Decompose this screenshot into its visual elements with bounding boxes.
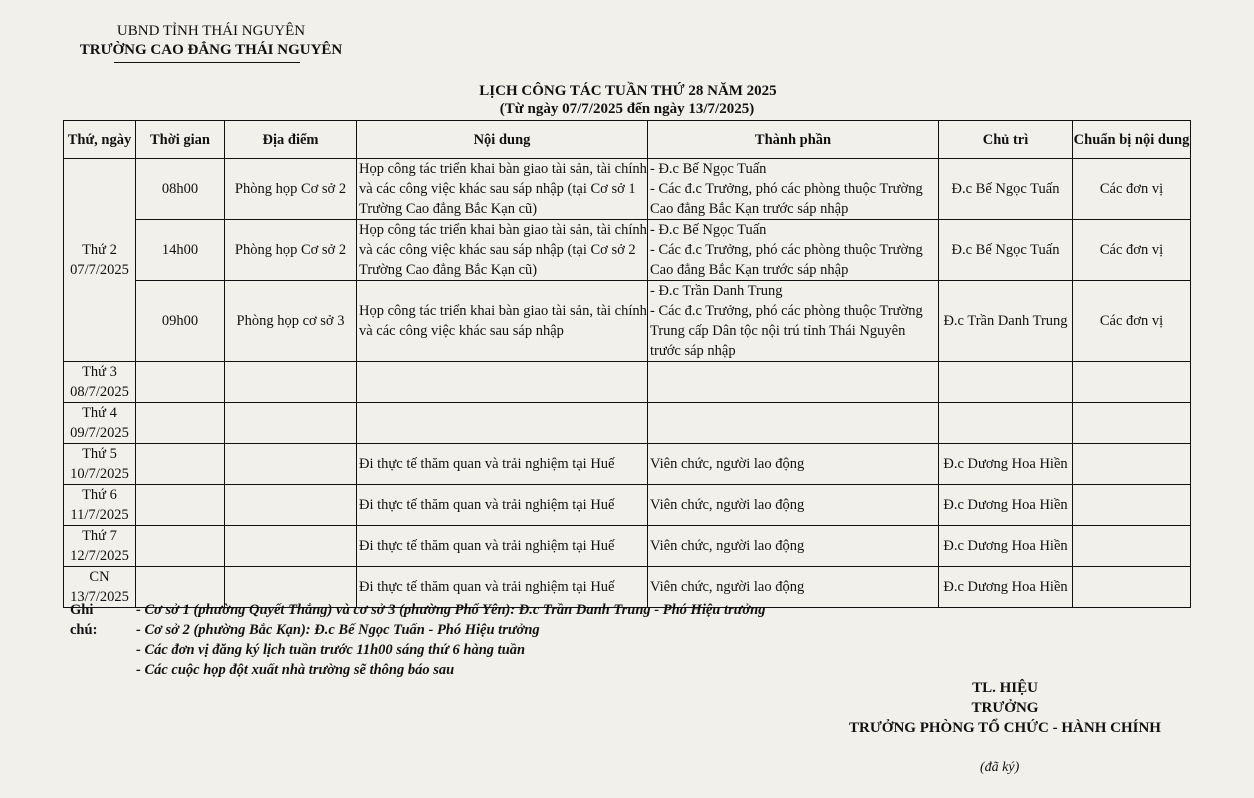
empty-cell — [136, 526, 225, 567]
day-cell — [64, 444, 136, 485]
chair-cell: Đ.c Dương Hoa Hiền — [939, 444, 1073, 485]
schedule-table — [63, 120, 1191, 608]
content-cell: Họp công tác triển khai bàn giao tài sản, tài chính và các công việc khác sau sáp nhập — [357, 281, 648, 362]
day-name: Thứ 4 — [82, 405, 117, 421]
empty-cell — [939, 362, 1073, 403]
chair-cell: Đ.c Dương Hoa Hiền — [939, 526, 1073, 567]
participant-line: - Các đ.c Trưởng, phó các phòng thuộc Trường Cao đẳng Bắc Kạn trước sáp nhập — [650, 242, 923, 278]
table-row — [64, 362, 1191, 403]
signature-block — [840, 678, 1170, 738]
notes-label: Ghi chú: — [70, 602, 98, 638]
school-name: TRƯỜNG CAO ĐẲNG THÁI NGUYÊN — [79, 42, 343, 58]
day-cell — [64, 403, 136, 444]
table-row — [64, 526, 1191, 567]
participants-cell: Viên chức, người lao động — [648, 444, 939, 485]
content-cell: Đi thực tế thăm quan và trải nghiệm tại Huế — [357, 526, 648, 567]
column-header: Chủ trì — [939, 121, 1073, 159]
document-title: LỊCH CÔNG TÁC TUẦN THỨ 28 NĂM 2025 — [479, 83, 777, 99]
column-header: Thứ, ngày — [64, 121, 136, 159]
chair-cell: Đ.c Dương Hoa Hiền — [939, 485, 1073, 526]
participants-cell — [648, 159, 939, 220]
participant-line: - Các đ.c Trưởng, phó các phòng thuộc Trường Trung cấp Dân tộc nội trú tỉnh Thái Nguyên trước sáp nhập — [650, 303, 923, 359]
day-name: Thứ 5 — [82, 446, 117, 462]
table-row — [64, 485, 1191, 526]
empty-cell — [1073, 362, 1191, 403]
chair-cell: Đ.c Dương Hoa Hiền — [939, 567, 1073, 608]
column-header: Địa điểm — [225, 121, 357, 159]
day-cell — [64, 159, 136, 362]
column-header: Thời gian — [136, 121, 225, 159]
issuer-header — [76, 22, 346, 60]
header-underline — [114, 62, 300, 63]
notes-list — [136, 600, 896, 680]
day-cell — [64, 485, 136, 526]
prep-cell: Các đơn vị — [1073, 159, 1191, 220]
signature-title: TL. HIỆU TRƯỞNG — [971, 680, 1039, 716]
chair-cell: Đ.c Bế Ngọc Tuấn — [939, 159, 1073, 220]
day-name: Thứ 2 — [82, 242, 117, 258]
day-name: CN — [89, 569, 110, 585]
day-date: 10/7/2025 — [70, 466, 129, 482]
place-cell: Phòng họp Cơ sở 2 — [225, 159, 357, 220]
day-date: 12/7/2025 — [70, 548, 129, 564]
content-cell: Đi thực tế thăm quan và trải nghiệm tại Huế — [357, 485, 648, 526]
prep-cell: Các đơn vị — [1073, 281, 1191, 362]
day-date: 11/7/2025 — [70, 507, 129, 523]
day-date: 08/7/2025 — [70, 384, 129, 400]
day-name: Thứ 6 — [82, 487, 117, 503]
participant-line: - Đ.c Trần Danh Trung — [650, 283, 783, 299]
content-cell: Họp công tác triển khai bàn giao tài sản, tài chính và các công việc khác sau sáp nhập (tại Cơ sở 2 Trường Cao đẳng Bắc Kạn cũ) — [357, 220, 648, 281]
content-cell: Họp công tác triển khai bàn giao tài sản, tài chính và các công việc khác sau sáp nhập (tại Cơ sở 1 Trường Cao đẳng Bắc Kạn cũ) — [357, 159, 648, 220]
day-date: 07/7/2025 — [70, 262, 129, 278]
table-row — [64, 159, 1191, 220]
empty-cell — [357, 362, 648, 403]
signed-note: (đã ký) — [980, 760, 1020, 775]
table-row — [64, 281, 1191, 362]
day-cell — [64, 526, 136, 567]
participants-cell — [648, 281, 939, 362]
empty-cell — [1073, 485, 1191, 526]
chair-cell: Đ.c Trần Danh Trung — [939, 281, 1073, 362]
day-date: 09/7/2025 — [70, 425, 129, 441]
participants-cell: Viên chức, người lao động — [648, 485, 939, 526]
day-name: Thứ 7 — [82, 528, 117, 544]
time-cell: 14h00 — [136, 220, 225, 281]
participant-line: - Đ.c Bế Ngọc Tuấn — [650, 222, 767, 238]
participants-cell: Viên chức, người lao động — [648, 567, 939, 608]
empty-cell — [225, 362, 357, 403]
note-item: - Các cuộc họp đột xuất nhà trường sẽ thông báo sau — [136, 662, 455, 678]
day-name: Thứ 3 — [82, 364, 117, 380]
content-cell: Đi thực tế thăm quan và trải nghiệm tại Huế — [357, 567, 648, 608]
day-cell — [64, 362, 136, 403]
empty-cell — [136, 485, 225, 526]
day-date: 13/7/2025 — [70, 589, 129, 605]
participants-cell: Viên chức, người lao động — [648, 526, 939, 567]
table-row — [64, 220, 1191, 281]
note-item: - Các đơn vị đăng ký lịch tuần trước 11h00 sáng thứ 6 hàng tuần — [136, 642, 526, 658]
signature-position: TRƯỞNG PHÒNG TỔ CHỨC - HÀNH CHÍNH — [849, 720, 1161, 736]
table-row — [64, 444, 1191, 485]
prep-cell: Các đơn vị — [1073, 220, 1191, 281]
empty-cell — [939, 403, 1073, 444]
content-cell: Đi thực tế thăm quan và trải nghiệm tại Huế — [357, 444, 648, 485]
place-cell: Phòng họp cơ sở 3 — [225, 281, 357, 362]
title-block — [0, 82, 1254, 118]
empty-cell — [136, 444, 225, 485]
empty-cell — [225, 444, 357, 485]
column-header: Chuẩn bị nội dung — [1073, 121, 1191, 159]
empty-cell — [136, 403, 225, 444]
time-cell: 08h00 — [136, 159, 225, 220]
empty-cell — [136, 362, 225, 403]
table-header-row — [64, 121, 1191, 159]
empty-cell — [1073, 567, 1191, 608]
empty-cell — [1073, 444, 1191, 485]
note-item: - Cơ sở 1 (phường Quyết Thắng) và cơ sở 3 (phường Phổ Yên): Đ.c Trần Danh Trung - Phó Hiệu trưởng — [136, 602, 766, 618]
empty-cell — [1073, 403, 1191, 444]
time-cell: 09h00 — [136, 281, 225, 362]
participant-line: - Đ.c Bế Ngọc Tuấn — [650, 161, 767, 177]
chair-cell: Đ.c Bế Ngọc Tuấn — [939, 220, 1073, 281]
participant-line: - Các đ.c Trưởng, phó các phòng thuộc Trường Cao đẳng Bắc Kạn trước sáp nhập — [650, 181, 923, 217]
empty-cell — [225, 403, 357, 444]
column-header: Nội dung — [357, 121, 648, 159]
provincial-committee: UBND TỈNH THÁI NGUYÊN — [116, 23, 306, 39]
note-item: - Cơ sở 2 (phường Bắc Kạn): Đ.c Bế Ngọc Tuấn - Phó Hiệu trưởng — [136, 622, 540, 638]
empty-cell — [648, 403, 939, 444]
empty-cell — [1073, 526, 1191, 567]
document-subtitle: (Từ ngày 07/7/2025 đến ngày 13/7/2025) — [499, 101, 755, 117]
column-header: Thành phần — [648, 121, 939, 159]
empty-cell — [648, 362, 939, 403]
participants-cell — [648, 220, 939, 281]
empty-cell — [225, 485, 357, 526]
table-row — [64, 403, 1191, 444]
place-cell: Phòng họp Cơ sở 2 — [225, 220, 357, 281]
empty-cell — [225, 526, 357, 567]
empty-cell — [357, 403, 648, 444]
